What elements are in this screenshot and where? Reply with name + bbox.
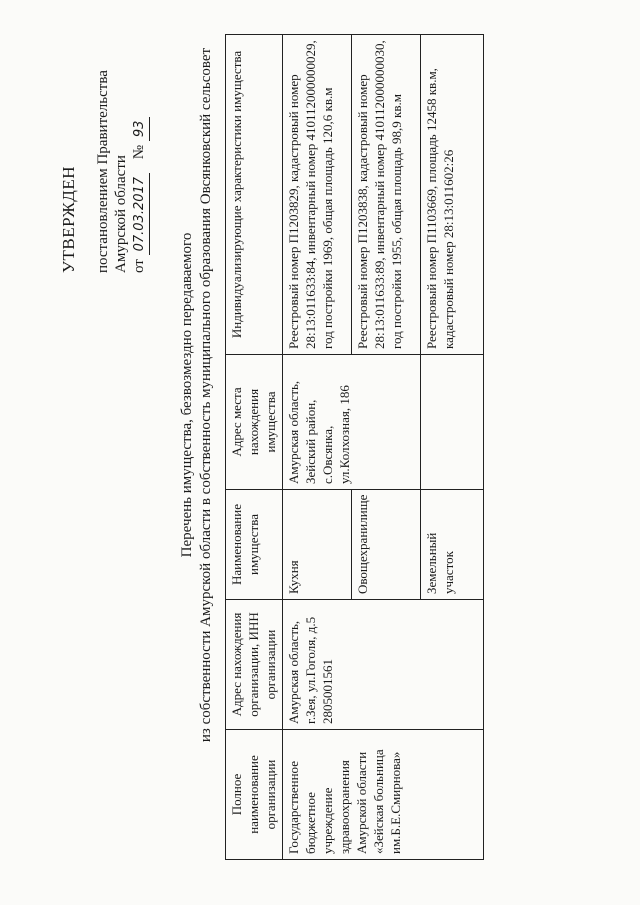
- cell-property-name: Кухня: [283, 490, 352, 600]
- heading-line-2: из собственности Амурской области в собственность муниципального образования Овсянковский сельсовет: [198, 47, 214, 743]
- header-property-address: Адрес места нахождения имущества: [226, 355, 283, 490]
- document-heading: [178, 0, 216, 795]
- header-characteristics: Индивидуализирующие характеристики имущества: [226, 35, 283, 355]
- cell-org-name: Государственное бюджетное учреждение здравоохранения Амурской области «Зейская больница им.Б.Е.Смирнова»: [283, 730, 484, 860]
- approval-title: УТВЕРЖДЕН: [59, 166, 78, 273]
- approval-block: [60, 53, 150, 273]
- cell-characteristics: Реестровый номер П1203829, кадастровый номер 28:13:011633:84, инвентарный номер 410112000000029, год постройки 1969, общая площадь 120,6 кв.м: [283, 35, 352, 355]
- approval-date-line: [130, 53, 150, 273]
- date-prefix: от: [131, 259, 147, 273]
- table-row: [283, 35, 352, 860]
- table-header-row: [226, 35, 283, 860]
- heading-line-1: Перечень имущества, безвозмездно передаваемого: [179, 232, 195, 558]
- header-property-name: Наименование имущества: [226, 490, 283, 600]
- handwritten-date: 07.03.2017: [131, 173, 150, 255]
- cell-property-name: Овощехранилище: [352, 490, 421, 600]
- property-table: [225, 34, 484, 860]
- header-org-name: Полное наименование организации: [226, 730, 283, 860]
- cell-property-address: Амурская область, Зейский район, с.Овсянка, ул.Колхозная, 186: [283, 355, 421, 490]
- cell-empty: [421, 355, 484, 490]
- cell-characteristics: Реестровый номер П1103669, площадь 12458 кв.м, кадастровый номер 28:13:011602:26: [421, 35, 484, 355]
- approval-line-2: Амурской области: [113, 155, 129, 273]
- number-prefix: №: [131, 144, 147, 160]
- approval-line-1: постановлением Правительства: [95, 70, 111, 273]
- cell-property-name: Земельный участок: [421, 490, 484, 600]
- cell-org-address: Амурская область, г.Зея, ул.Гоголя, д.5 2805001561: [283, 600, 484, 730]
- header-org-address: Адрес нахождения организации, ИНН организации: [226, 600, 283, 730]
- handwritten-number: 93: [131, 117, 150, 142]
- cell-characteristics: Реестровый номер П1203838, кадастровый номер 28:13:011633:89, инвентарный номер 410112000000030, год постройки 1955, общая площадь 98,9 кв.м: [352, 35, 421, 355]
